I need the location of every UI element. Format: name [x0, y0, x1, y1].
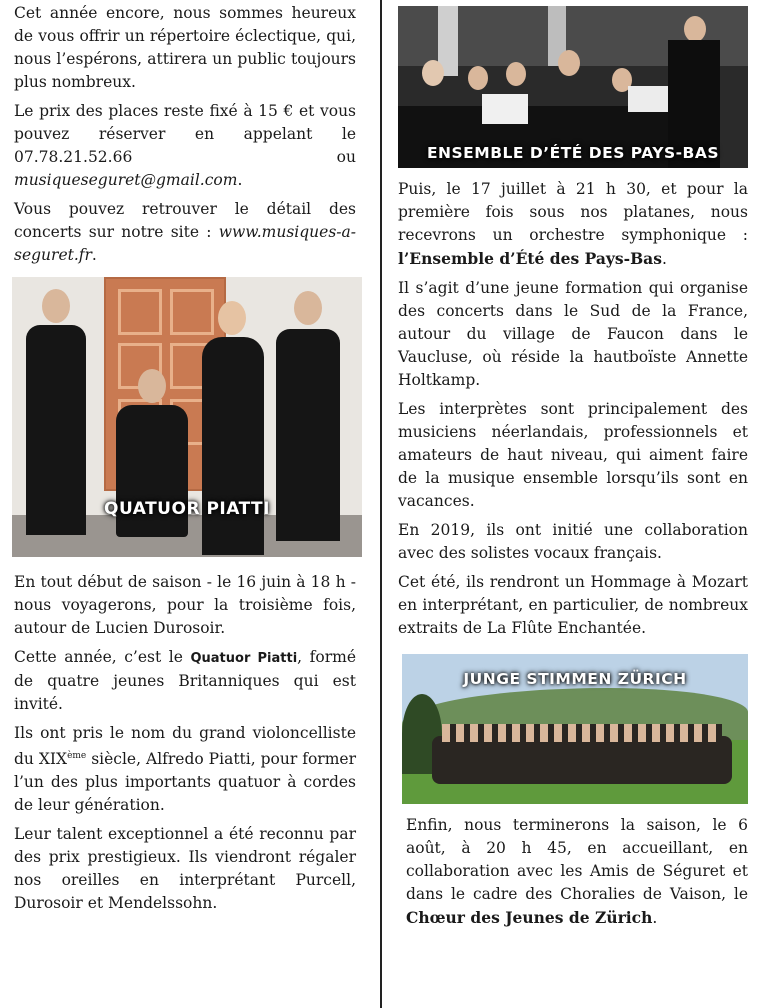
price-text: Le prix des places reste fixé à 15 € et vous pouvez réserver en appelant le 07.78.21.52.66 ou	[14, 102, 356, 166]
piatti-intro-paragraph	[14, 646, 356, 716]
orchestra-date-end: .	[661, 250, 667, 268]
right-column	[398, 0, 748, 936]
piatti-name: Quatuor Piatti	[190, 651, 298, 666]
choir-end: .	[652, 909, 658, 927]
century-suffix: ème	[67, 751, 87, 761]
orchestra-date-paragraph	[398, 178, 748, 271]
orchestra-name: l’Ensemble d’Été des Pays-Bas	[398, 249, 662, 268]
left-column	[14, 0, 356, 921]
piatti-intro-text-end: , formé de quatre jeunes Britanniques qui est invité.	[14, 648, 356, 713]
orchestra-collab-paragraph: En 2019, ils ont initié une collaboration avec des solistes vocaux français.	[398, 521, 748, 562]
site-link[interactable]: www.musiques-a-seguret.fr	[14, 223, 356, 264]
choir-photo	[402, 654, 748, 804]
orchestra-caption: ENSEMBLE D’ÉTÉ DES PAYS-BAS	[426, 144, 720, 162]
orchestra-mozart-paragraph: Cet été, ils rendront un Hommage à Mozart en interprétant, en particulier, de nombreux extraits de La Flûte Enchantée.	[398, 573, 748, 637]
column-divider	[380, 0, 382, 1008]
choir-name: Chœur des Jeunes de Zürich	[406, 908, 653, 927]
site-end: .	[91, 246, 97, 264]
piatti-date-paragraph: En tout début de saison - le 16 juin à 18 h - nous voyagerons, pour la troisième fois, autour de Lucien Durosoir.	[14, 573, 356, 637]
quatuor-photo	[12, 277, 362, 557]
choir-paragraph	[406, 814, 748, 930]
site-text: Vous pouvez retrouver le détail des concerts sur notre site :	[14, 200, 356, 241]
orchestra-origin-paragraph: Il s’agit d’une jeune formation qui organise des concerts dans le Sud de la France, autour du village de Faucon dans le Vaucluse, où réside la hautboïste Annette Holtkamp.	[398, 279, 748, 389]
orchestra-photo	[398, 6, 748, 168]
site-paragraph	[14, 198, 356, 267]
piatti-history-paragraph	[14, 722, 356, 817]
email-link[interactable]: musiqueseguret@gmail.com	[14, 171, 238, 189]
price-paragraph	[14, 100, 356, 192]
quatuor-caption: QUATUOR PIATTI	[104, 499, 270, 519]
choir-caption: JUNGE STIMMEN ZÜRICH	[463, 670, 687, 688]
piatti-history-text-end: siècle, Alfredo Piatti, pour former l’un des plus importants quatuor à cordes de leur génération.	[14, 750, 356, 815]
intro-paragraph: Cet année encore, nous sommes heureux de vous offrir un répertoire éclectique, qui, nous l’espérons, attirera un public toujours plus nombreux.	[14, 4, 356, 91]
orchestra-date-text: Puis, le 17 juillet à 21 h 30, et pour la première fois sous nos platanes, nous recevrons un orchestre symphonique :	[398, 180, 748, 244]
orchestra-members-paragraph: Les interprètes sont principalement des musiciens néerlandais, professionnels et amateurs de haut niveau, qui aiment faire de la musique ensemble lorsqu’ils sont en vacances.	[398, 400, 748, 510]
choir-text: Enfin, nous terminerons la saison, le 6 août, à 20 h 45, en accueillant, en collaboration avec les Amis de Séguret et dans le cadre des Choralies de Vaison, le	[406, 816, 748, 903]
price-end: .	[237, 171, 243, 189]
piatti-history-text: Ils ont pris le nom du grand violoncelliste du XIX	[14, 724, 356, 769]
piatti-intro-text: Cette année, c’est le	[14, 648, 191, 666]
piatti-talent-paragraph: Leur talent exceptionnel a été reconnu par des prix prestigieux. Ils viendront régaler nos oreilles en interprétant Purcell, Durosoir et Mendelssohn.	[14, 825, 356, 913]
